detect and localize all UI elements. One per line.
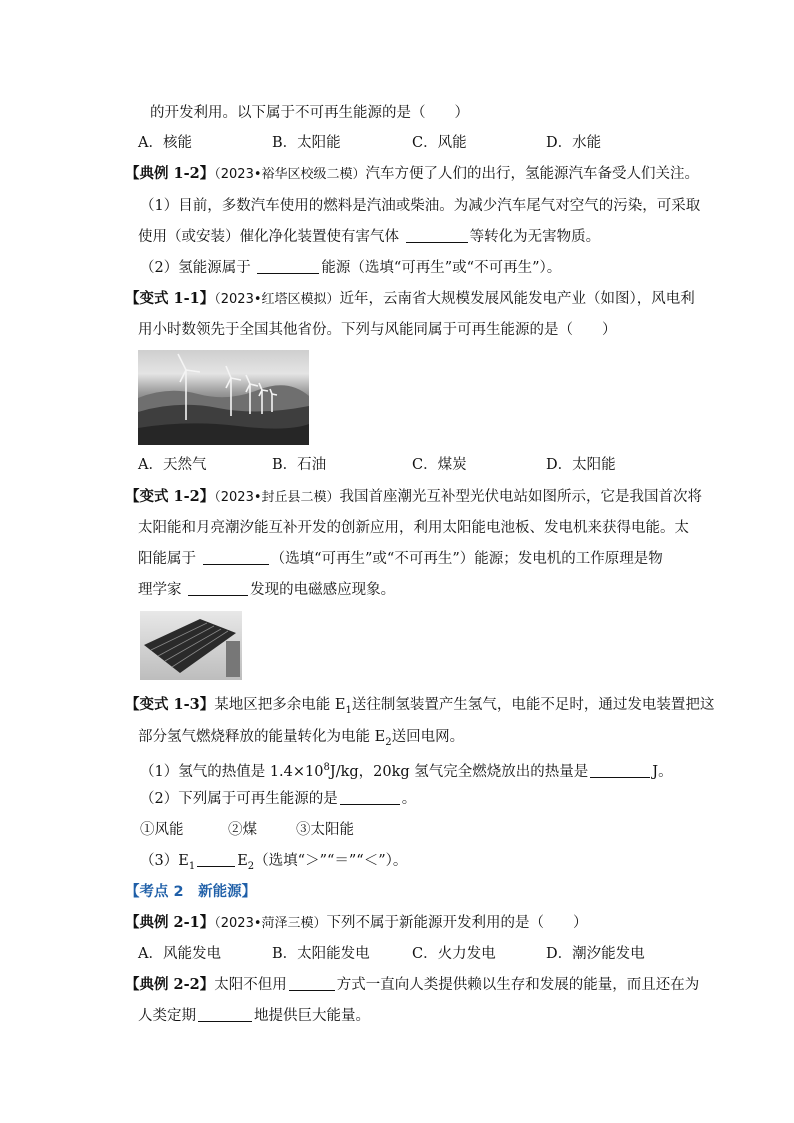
q2-options [138,455,658,475]
q3-line3 [138,549,663,569]
q1-blank-2[interactable] [257,259,319,274]
q1-intro: 汽车方便了人们的出行，氢能源汽车备受人们关注。 [365,166,700,182]
q0-option-b: B．太阳能 [272,135,341,151]
q3-tag: 【变式 1-2】 [125,488,215,505]
q4-part3-e2: E [237,853,248,869]
q2-line2: 用小时数领先于全国其他省份。下列与风能同属于可再生能源的是（ ） [138,322,617,338]
wind-turbines-illustration [138,350,309,445]
q4-line1-text: 某地区把多余电能 E [214,697,346,713]
q4-line1-tail: 送往制氢装置产生氢气，电能不足时，通过发电装置把这 [351,697,715,713]
q5-options [138,944,658,964]
q5-option-c: C．火力发电 [412,946,496,962]
q2-option-b: B．石油 [272,457,327,473]
q4-line2-tail: 送回电网。 [391,729,465,745]
q0-option-c: C．风能 [412,135,467,151]
q5-option-a: A．风能发电 [138,946,221,962]
q4-tag: 【变式 1-3】 [125,696,215,713]
q3-line1: 我国首座潮光互补型光伏电站如图所示，它是我国首次将 [339,489,703,505]
q5-option-b: B．太阳能发电 [272,946,370,962]
q4-part3-text: （3）E [140,853,189,869]
q1-header [125,164,699,185]
q3-source: （2023•封丘县二模） [214,490,340,505]
q3-line4-tail: 发现的电磁感应现象。 [250,582,396,598]
q3-line4 [138,580,395,600]
q1-blank-1[interactable] [406,228,468,243]
q4-blank-3[interactable] [197,852,235,867]
q4-blank-2[interactable] [340,790,400,805]
q4-line2-text: 部分氢气燃烧释放的能量转化为电能 E [138,729,386,745]
wind-turbines-photo [138,350,309,445]
q6-line2 [138,1006,370,1026]
q3-blank-2[interactable] [188,581,248,596]
solar-panels-photo [140,611,242,680]
q3-line3-tail: （选填“可再生”或“不可再生”）能源；发电机的工作原理是物 [270,551,663,567]
q4-choice-3: ③太阳能 [296,822,354,838]
q4-choice-2: ②煤 [228,822,257,838]
q6-header [125,975,699,995]
section-2-title: 【考点 2 新能源】 [125,884,257,900]
q2-option-d: D．太阳能 [546,457,616,473]
q4-part2-text: （2）下列属于可再生能源的是 [140,791,338,807]
q5-text: 下列不属于新能源开发利用的是（ ） [326,915,588,931]
q4-part1-tail: J。 [652,763,673,780]
q4-part3-sub1: 1 [188,860,196,872]
q3-blank-1[interactable] [203,550,269,565]
q4-part1-mid: J/kg，20kg 氢气完全燃烧放出的热量是 [329,763,589,780]
q2-line1: 近年，云南省大规模发展风能发电产业（如图），风电利 [339,291,695,307]
q3-line4-text: 理学家 [138,582,182,598]
q4-e2-sub: 2 [385,736,392,748]
q4-blank-1[interactable] [590,763,650,778]
q6-tag: 【典例 2-2】 [125,976,215,993]
q2-option-c: C．煤炭 [412,457,467,473]
q1-part1-text: 使用（或安装）催化净化装置使有害气体 [138,229,399,245]
q4-part3-tail: （选填“＞”“＝”“＜”）。 [254,853,408,869]
q1-part2 [140,258,561,278]
q6-line2-tail: 地提供巨大能量。 [254,1008,370,1024]
q1-part2-tail: 能源（选填“可再生”或“不可再生”）。 [321,260,562,276]
q0-option-a: A．核能 [138,135,192,151]
q2-tag: 【变式 1-1】 [125,290,215,307]
q4-part2-tail: 。 [401,791,417,807]
q4-choice-1: ①风能 [140,822,184,838]
q4-e1-sub: 1 [345,704,352,716]
q5-tag: 【典例 2-1】 [125,914,215,931]
q5-header [125,913,588,934]
solar-panels-illustration [140,611,242,680]
q1-part2-text: （2）氢能源属于 [140,260,251,276]
q3-line2: 太阳能和月亮潮汐能互补开发的创新应用，利用太阳能电池板、发电机来获得电能。太 [138,520,689,536]
q4-exponent: 8 [323,762,330,773]
q4-part2 [140,789,416,809]
q4-header [125,695,714,721]
q3-header [125,487,702,508]
q1-tag: 【典例 1-2】 [125,165,215,182]
q6-line2-text: 人类定期 [138,1008,196,1024]
q6-blank-2[interactable] [198,1007,252,1022]
q1-source: （2023•裕华区校级二模） [214,167,366,182]
q4-part3 [140,851,407,877]
q4-line2 [138,727,464,753]
q1-part1-line1: （1）目前，多数汽车使用的燃料是汽油或柴油。为减少汽车尾气对空气的污染，可采取 [140,198,701,214]
q2-option-a: A．天然气 [138,457,207,473]
q3-line3-text: 阳能属于 [138,551,196,567]
q0-options [138,133,658,153]
q6-line1-tail: 方式一直向人类提供赖以生存和发展的能量，而且还在为 [336,977,700,993]
q5-option-d: D．潮汐能发电 [546,946,645,962]
q4-part1-text: （1）氢气的热值是 1.4×10 [140,763,324,780]
q0-stem: 的开发利用。以下属于不可再生能源的是（ ） [150,105,469,121]
q5-source: （2023•菏泽三模） [214,916,327,931]
q0-option-d: D．水能 [546,135,602,151]
q2-header [125,289,695,310]
q1-part1-line2 [138,227,600,247]
q4-choices [140,820,660,840]
q6-blank-1[interactable] [289,976,335,991]
q4-part3-sub2: 2 [247,860,255,872]
q2-source: （2023•红塔区模拟） [214,292,340,307]
q6-line1-text: 太阳不但用 [214,977,287,993]
q1-part1-tail: 等转化为无害物质。 [469,229,601,245]
q4-part1 [140,758,673,782]
